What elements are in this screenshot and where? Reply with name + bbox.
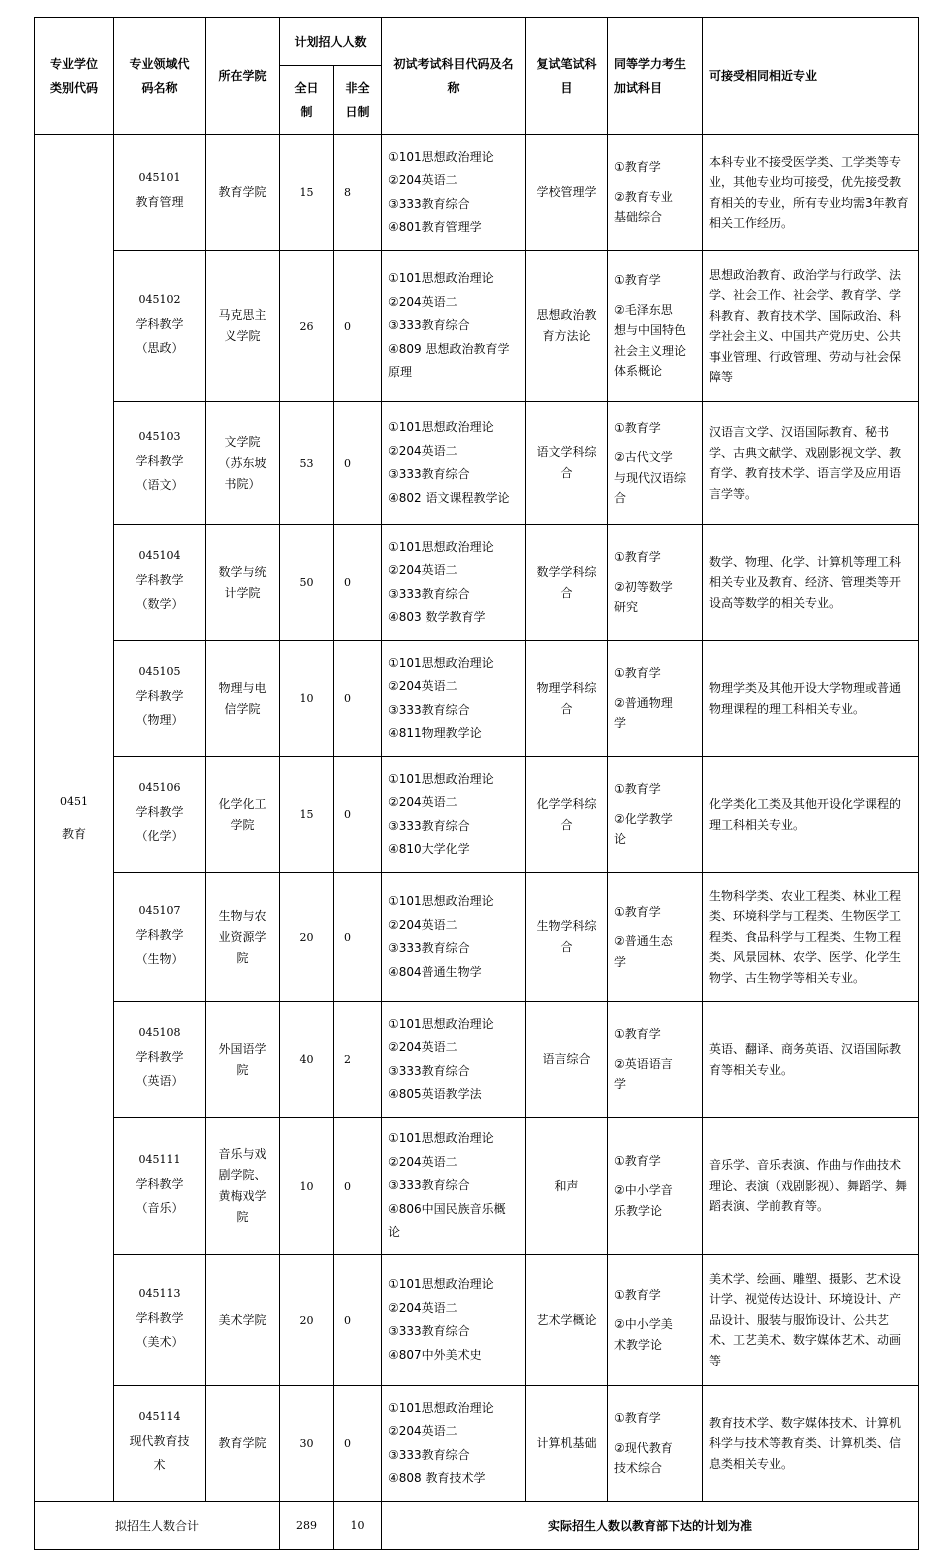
parttime-cell: 8 bbox=[334, 135, 382, 251]
exam-subjects-cell: ①101思想政治理论 ②204英语二 ③333教育综合 ④804普通生物学 bbox=[382, 873, 526, 1002]
parttime-cell: 2 bbox=[334, 1002, 382, 1118]
field-cell: 045104 学科教学 （数学） bbox=[114, 525, 206, 641]
parttime-cell: 0 bbox=[334, 641, 382, 757]
majors-cell: 音乐学、音乐表演、作曲与作曲技术理论、表演（戏剧影视）、舞蹈学、舞蹈表演、学前教育等。 bbox=[703, 1118, 919, 1255]
equal-subjects-cell: ①教育学 ②毛泽东思 想与中国特色 社会主义理论 体系概论 bbox=[608, 251, 703, 402]
total-note: 实际招生人数以教育部下达的计划为准 bbox=[382, 1502, 919, 1550]
enrollment-plan-table bbox=[34, 17, 919, 1550]
equal-subjects-cell: ①教育学 ②中小学音 乐教学论 bbox=[608, 1118, 703, 1255]
college-cell: 文学院 （苏东坡 书院） bbox=[206, 402, 280, 525]
parttime-cell: 0 bbox=[334, 251, 382, 402]
table-row bbox=[35, 525, 919, 641]
majors-cell: 思想政治教育、政治学与行政学、法学、社会工作、社会学、教育学、学科教育、教育技术学、国际政治、科学社会主义、中国共产党历史、公共事业管理、行政管理、劳动与社会保障等 bbox=[703, 251, 919, 402]
table-row bbox=[35, 251, 919, 402]
parttime-cell: 0 bbox=[334, 757, 382, 873]
equal-subjects-cell: ①教育学 ②普通物理 学 bbox=[608, 641, 703, 757]
table-header bbox=[35, 18, 919, 135]
header-fulltime: 全日 制 bbox=[280, 66, 334, 135]
exam-subjects-cell: ①101思想政治理论 ②204英语二 ③333教育综合 ④807中外美术史 bbox=[382, 1255, 526, 1386]
field-cell: 045108 学科教学 （英语） bbox=[114, 1002, 206, 1118]
header-equal: 同等学力考生 加试科目 bbox=[608, 18, 703, 135]
field-cell: 045105 学科教学 （物理） bbox=[114, 641, 206, 757]
table-body bbox=[35, 135, 919, 1550]
fulltime-cell: 53 bbox=[280, 402, 334, 525]
equal-subjects-cell: ①教育学 ②化学教学 论 bbox=[608, 757, 703, 873]
table-row bbox=[35, 1118, 919, 1255]
header-college: 所在学院 bbox=[206, 18, 280, 135]
retest-cell: 物理学科综 合 bbox=[526, 641, 608, 757]
majors-cell: 生物科学类、农业工程类、林业工程类、环境科学与工程类、生物医学工程类、食品科学与工程类、生物工程类、风景园林、农学、医学、化学生物学、古生物学等相关专业。 bbox=[703, 873, 919, 1002]
table-row bbox=[35, 1255, 919, 1386]
retest-cell: 生物学科综 合 bbox=[526, 873, 608, 1002]
retest-cell: 计算机基础 bbox=[526, 1386, 608, 1502]
college-cell: 音乐与戏 剧学院、 黄梅戏学 院 bbox=[206, 1118, 280, 1255]
retest-cell: 语言综合 bbox=[526, 1002, 608, 1118]
fulltime-cell: 40 bbox=[280, 1002, 334, 1118]
majors-cell: 本科专业不接受医学类、工学类等专业，其他专业均可接受，优先接受教育相关的专业，所有专业均需3年教育相关工作经历。 bbox=[703, 135, 919, 251]
field-cell: 045114 现代教育技 术 bbox=[114, 1386, 206, 1502]
majors-cell: 英语、翻译、商务英语、汉语国际教育等相关专业。 bbox=[703, 1002, 919, 1118]
total-label: 拟招生人数合计 bbox=[35, 1502, 280, 1550]
field-cell: 045103 学科教学 （语文） bbox=[114, 402, 206, 525]
retest-cell: 和声 bbox=[526, 1118, 608, 1255]
header-retest: 复试笔试科 目 bbox=[526, 18, 608, 135]
header-majors: 可接受相同相近专业 bbox=[703, 18, 919, 135]
equal-subjects-cell: ①教育学 ②古代文学 与现代汉语综 合 bbox=[608, 402, 703, 525]
field-cell: 045102 学科教学 （思政） bbox=[114, 251, 206, 402]
parttime-cell: 0 bbox=[334, 1118, 382, 1255]
equal-subjects-cell: ①教育学 ②初等数学 研究 bbox=[608, 525, 703, 641]
majors-cell: 汉语言文学、汉语国际教育、秘书学、古典文献学、戏剧影视文学、教育学、教育技术学、语言学及应用语言学等。 bbox=[703, 402, 919, 525]
majors-cell: 数学、物理、化学、计算机等理工科相关专业及教育、经济、管理类等开设高等数学的相关专业。 bbox=[703, 525, 919, 641]
field-cell: 045111 学科教学 （音乐） bbox=[114, 1118, 206, 1255]
exam-subjects-cell: ①101思想政治理论 ②204英语二 ③333教育综合 ④801教育管理学 bbox=[382, 135, 526, 251]
table-row bbox=[35, 135, 919, 251]
exam-subjects-cell: ①101思想政治理论 ②204英语二 ③333教育综合 ④803 数学教育学 bbox=[382, 525, 526, 641]
table-row bbox=[35, 757, 919, 873]
exam-subjects-cell: ①101思想政治理论 ②204英语二 ③333教育综合 ④809 思想政治教育学 原理 bbox=[382, 251, 526, 402]
field-cell: 045107 学科教学 （生物） bbox=[114, 873, 206, 1002]
header-plan: 计划招人人数 bbox=[280, 18, 382, 66]
equal-subjects-cell: ①教育学 ②普通生态 学 bbox=[608, 873, 703, 1002]
college-cell: 生物与农 业资源学 院 bbox=[206, 873, 280, 1002]
equal-subjects-cell: ①教育学 ②中小学美 术教学论 bbox=[608, 1255, 703, 1386]
retest-cell: 艺术学概论 bbox=[526, 1255, 608, 1386]
header-field-code: 专业领域代 码名称 bbox=[114, 18, 206, 135]
exam-subjects-cell: ①101思想政治理论 ②204英语二 ③333教育综合 ④806中国民族音乐概 论 bbox=[382, 1118, 526, 1255]
college-cell: 马克思主 义学院 bbox=[206, 251, 280, 402]
equal-subjects-cell: ①教育学 ②现代教育 技术综合 bbox=[608, 1386, 703, 1502]
exam-subjects-cell: ①101思想政治理论 ②204英语二 ③333教育综合 ④810大学化学 bbox=[382, 757, 526, 873]
total-row bbox=[35, 1502, 919, 1550]
field-cell: 045113 学科教学 （美术） bbox=[114, 1255, 206, 1386]
college-cell: 教育学院 bbox=[206, 1386, 280, 1502]
field-cell: 045106 学科教学 （化学） bbox=[114, 757, 206, 873]
fulltime-cell: 30 bbox=[280, 1386, 334, 1502]
exam-subjects-cell: ①101思想政治理论 ②204英语二 ③333教育综合 ④811物理教学论 bbox=[382, 641, 526, 757]
exam-subjects-cell: ①101思想政治理论 ②204英语二 ③333教育综合 ④802 语文课程教学论 bbox=[382, 402, 526, 525]
college-cell: 数学与统 计学院 bbox=[206, 525, 280, 641]
college-cell: 美术学院 bbox=[206, 1255, 280, 1386]
equal-subjects-cell: ①教育学 ②教育专业 基础综合 bbox=[608, 135, 703, 251]
majors-cell: 物理学类及其他开设大学物理或普通物理课程的理工科相关专业。 bbox=[703, 641, 919, 757]
fulltime-cell: 10 bbox=[280, 641, 334, 757]
header-parttime: 非全 日制 bbox=[334, 66, 382, 135]
exam-subjects-cell: ①101思想政治理论 ②204英语二 ③333教育综合 ④805英语教学法 bbox=[382, 1002, 526, 1118]
parttime-cell: 0 bbox=[334, 873, 382, 1002]
parttime-cell: 0 bbox=[334, 1386, 382, 1502]
college-cell: 外国语学 院 bbox=[206, 1002, 280, 1118]
parttime-cell: 0 bbox=[334, 525, 382, 641]
table-row bbox=[35, 873, 919, 1002]
fulltime-cell: 50 bbox=[280, 525, 334, 641]
fulltime-cell: 15 bbox=[280, 135, 334, 251]
equal-subjects-cell: ①教育学 ②英语语言 学 bbox=[608, 1002, 703, 1118]
parttime-cell: 0 bbox=[334, 1255, 382, 1386]
header-category-code: 专业学位 类别代码 bbox=[35, 18, 114, 135]
retest-cell: 思想政治教 育方法论 bbox=[526, 251, 608, 402]
college-cell: 化学化工 学院 bbox=[206, 757, 280, 873]
table-row bbox=[35, 1002, 919, 1118]
category-cell: 0451 教育 bbox=[35, 135, 114, 1502]
retest-cell: 学校管理学 bbox=[526, 135, 608, 251]
retest-cell: 数学学科综 合 bbox=[526, 525, 608, 641]
fulltime-cell: 20 bbox=[280, 873, 334, 1002]
college-cell: 物理与电 信学院 bbox=[206, 641, 280, 757]
total-fulltime: 289 bbox=[280, 1502, 334, 1550]
header-exam: 初试考试科目代码及名 称 bbox=[382, 18, 526, 135]
retest-cell: 化学学科综 合 bbox=[526, 757, 608, 873]
fulltime-cell: 10 bbox=[280, 1118, 334, 1255]
exam-subjects-cell: ①101思想政治理论 ②204英语二 ③333教育综合 ④808 教育技术学 bbox=[382, 1386, 526, 1502]
retest-cell: 语文学科综 合 bbox=[526, 402, 608, 525]
parttime-cell: 0 bbox=[334, 402, 382, 525]
college-cell: 教育学院 bbox=[206, 135, 280, 251]
majors-cell: 美术学、绘画、雕塑、摄影、艺术设计学、视觉传达设计、环境设计、产品设计、服装与服饰设计、公共艺术、工艺美术、数字媒体艺术、动画等 bbox=[703, 1255, 919, 1386]
table-row bbox=[35, 641, 919, 757]
field-cell: 045101 教育管理 bbox=[114, 135, 206, 251]
table-row bbox=[35, 402, 919, 525]
majors-cell: 教育技术学、数字媒体技术、计算机科学与技术等教育类、计算机类、信息类相关专业。 bbox=[703, 1386, 919, 1502]
fulltime-cell: 20 bbox=[280, 1255, 334, 1386]
total-parttime: 10 bbox=[334, 1502, 382, 1550]
majors-cell: 化学类化工类及其他开设化学课程的理工科相关专业。 bbox=[703, 757, 919, 873]
fulltime-cell: 15 bbox=[280, 757, 334, 873]
table-row bbox=[35, 1386, 919, 1502]
fulltime-cell: 26 bbox=[280, 251, 334, 402]
